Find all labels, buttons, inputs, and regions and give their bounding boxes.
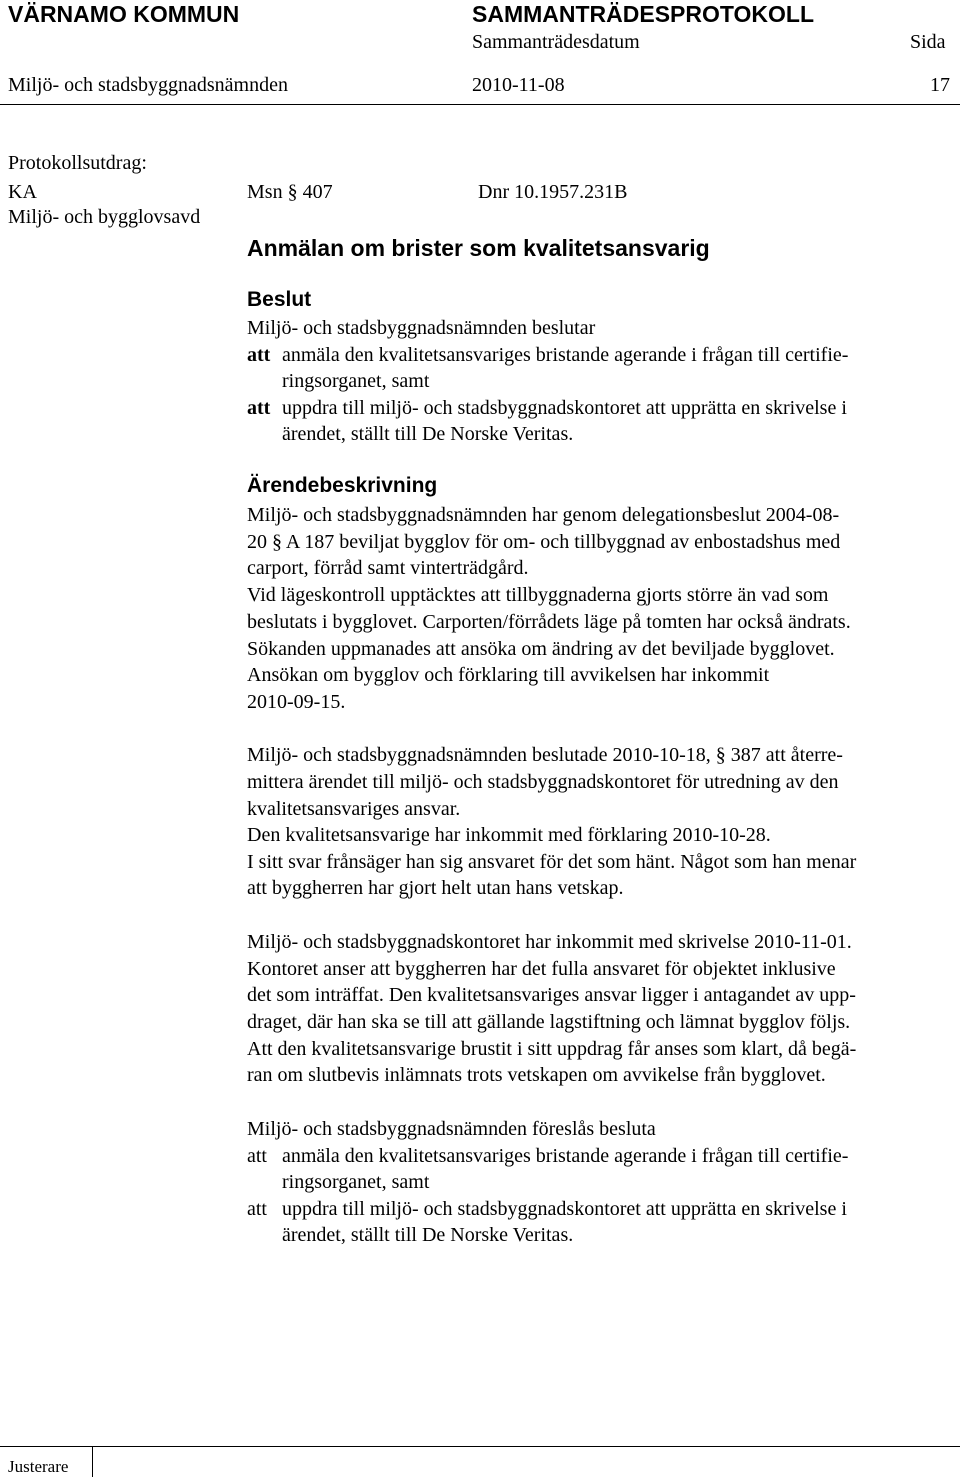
forslag-att-1: att xyxy=(247,1145,267,1167)
committee-name: Miljö- och stadsbyggnadsnämnden xyxy=(8,74,288,96)
arende-line: Vid lägeskontroll upptäcktes att tillbyggnaderna gjorts större än vad som xyxy=(247,584,829,606)
org-name: VÄRNAMO KOMMUN xyxy=(8,1,240,27)
beslut-item1-line2: ringsorganet, samt xyxy=(282,370,430,392)
page-title: Anmälan om brister som kvalitetsansvarig xyxy=(247,235,710,261)
arende-p2-line: kvalitetsansvariges ansvar. xyxy=(247,798,461,820)
arende-heading: Ärendebeskrivning xyxy=(247,474,438,497)
arende-p3-line: ran om slutbevis inlämnats trots vetskapen om avvikelse från bygglovet. xyxy=(247,1064,826,1086)
beslut-item2-line2: ärendet, ställt till De Norske Veritas. xyxy=(282,423,574,445)
signature-box-divider xyxy=(92,1446,93,1477)
recipient-ka: KA xyxy=(8,181,37,203)
arende-p3-line: Att den kvalitetsansvarige brustit i sitt uppdrag får anses som klart, då begä- xyxy=(247,1038,857,1060)
arende-line: Sökanden uppmanades att ansöka om ändring av det beviljade bygglovet. xyxy=(247,638,835,660)
arende-line: beslutats i bygglovet. Carporten/förrådets läge på tomten har också ändrats. xyxy=(247,611,851,633)
beslut-heading: Beslut xyxy=(247,288,312,311)
arende-p2-line: mittera ärendet till miljö- och stadsbyggnadskontoret för utredning av den xyxy=(247,771,839,793)
page-number: 17 xyxy=(930,74,950,96)
arende-p2-line: Miljö- och stadsbyggnadsnämnden beslutade 2010-10-18, § 387 att återre- xyxy=(247,744,843,766)
beslut-item1-line1: anmäla den kvalitetsansvariges bristande agerande i frågan till certifie- xyxy=(282,344,849,366)
footer-divider xyxy=(0,1446,960,1447)
arende-p2-line: I sitt svar frånsäger han sig ansvaret för det som hänt. Något som han menar xyxy=(247,851,857,873)
arende-p3-line: Kontoret anser att byggherren har det fulla ansvaret för objektet inklusive xyxy=(247,958,836,980)
dnr-number: Dnr 10.1957.231B xyxy=(478,181,628,203)
forslag-item1-line1: anmäla den kvalitetsansvariges bristande agerande i frågan till certifie- xyxy=(282,1145,849,1167)
beslut-item2-line1: uppdra till miljö- och stadsbyggnadskontoret att upprätta en skrivelse i xyxy=(282,397,847,419)
beslut-att-1: att xyxy=(247,344,271,366)
arende-p3-line: Miljö- och stadsbyggnadskontoret har inkommit med skrivelse 2010-11-01. xyxy=(247,931,852,953)
header-divider xyxy=(0,104,960,105)
doc-type: SAMMANTRÄDESPROTOKOLL xyxy=(472,1,815,27)
arende-p3-line: det som inträffat. Den kvalitetsansvariges ansvar ligger i antagandet av upp- xyxy=(247,984,856,1006)
arende-line: Ansökan om bygglov och förklaring till avvikelsen har inkommit xyxy=(247,664,770,686)
forslag-item1-line2: ringsorganet, samt xyxy=(282,1171,430,1193)
arende-p3-line: draget, där han ska se till att gällande lagstiftning och lämnat bygglov följs. xyxy=(247,1011,851,1033)
arende-p2-line: Den kvalitetsansvarige har inkommit med förklaring 2010-10-28. xyxy=(247,824,771,846)
date-label: Sammanträdesdatum xyxy=(472,31,640,53)
arende-line: 20 § A 187 beviljat bygglov för om- och tillbyggnad av enbostadshus med xyxy=(247,531,841,553)
msn-paragraph: Msn § 407 xyxy=(247,181,333,203)
arende-line: Miljö- och stadsbyggnadsnämnden har genom delegationsbeslut 2004-08- xyxy=(247,504,840,526)
recipient-dept: Miljö- och bygglovsavd xyxy=(8,206,201,228)
forslag-item2-line1: uppdra till miljö- och stadsbyggnadskontoret att upprätta en skrivelse i xyxy=(282,1198,847,1220)
arende-p2-line: att byggherren har gjort helt utan hans vetskap. xyxy=(247,877,624,899)
arende-line: 2010-09-15. xyxy=(247,691,346,713)
forslag-intro: Miljö- och stadsbyggnadsnämnden föreslås besluta xyxy=(247,1118,656,1140)
forslag-att-2: att xyxy=(247,1198,267,1220)
justerare-label: Justerare xyxy=(8,1457,69,1476)
beslut-att-2: att xyxy=(247,397,271,419)
meeting-date: 2010-11-08 xyxy=(472,74,565,96)
arende-line: carport, förråd samt vinterträdgård. xyxy=(247,557,529,579)
page-label: Sida xyxy=(910,31,946,53)
beslut-intro: Miljö- och stadsbyggnadsnämnden beslutar xyxy=(247,317,596,339)
forslag-item2-line2: ärendet, ställt till De Norske Veritas. xyxy=(282,1224,574,1246)
extract-label: Protokollsutdrag: xyxy=(8,152,147,174)
